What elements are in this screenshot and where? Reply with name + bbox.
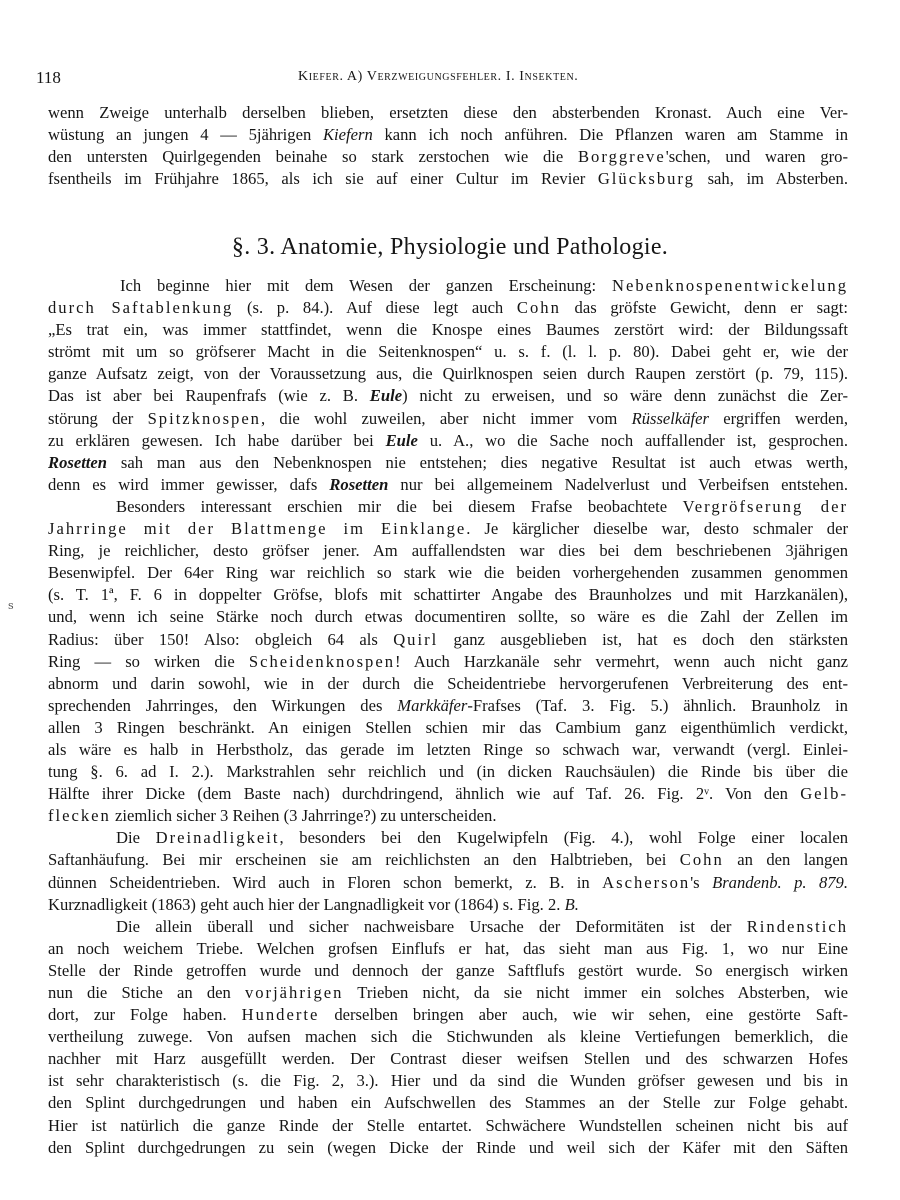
text-run: Besenwipfel. Der 64er Ring war reichlich so stark wie die beiden vorhergehenden zusammen genommen — [48, 563, 848, 583]
text-run: Die — [116, 828, 156, 848]
bold-italic-text: Rosetten — [329, 474, 389, 494]
text-run: an den langen — [723, 850, 848, 870]
spaced-text: Cohn — [679, 850, 724, 870]
text-run: Saftanhäufung. Bei mir erscheinen sie am reichlichsten an den Halbtrieben, bei — [48, 850, 680, 870]
text-run: . Je kärglicher dieselbe war, desto schmaler der — [466, 519, 848, 539]
italic-text: B. — [564, 894, 579, 914]
text-line — [48, 146, 848, 168]
text-line — [48, 673, 848, 695]
text-run: (s. p. 84.). Auf diese legt auch — [233, 298, 517, 318]
text-line — [48, 1070, 848, 1092]
running-head: Kiefer. A) Verzweigungsfehler. I. Insekten. — [298, 69, 579, 84]
text-line — [48, 1048, 848, 1070]
text-run: denn es wird immer gewisser, dafs — [48, 474, 330, 494]
margin-mark: s — [8, 599, 14, 612]
text-line — [48, 168, 848, 190]
spaced-text: Vergröfserung der — [682, 496, 848, 516]
text-run: das gröfste Gewicht, denn er sagt: — [560, 298, 848, 318]
text-run: als wäre es halb in Herbstholz, das gerade im letzten Ringe so schwach war, verwandt (vergl. Einlei- — [48, 739, 848, 759]
text-run: allen 3 Ringen beschränkt. An einigen Stellen schien mir das Cambium ganz eigenthümlich verdickt, — [48, 717, 848, 737]
text-line — [48, 430, 848, 452]
spaced-text: Dreinadligkeit — [155, 828, 280, 848]
text-run: strömt mit um so gröfserer Macht in die Seitenknospen“ u. s. f. (l. l. p. 80). Dabei geht er, wie der — [48, 342, 848, 362]
text-run: abnorm und darin sowohl, wie in der durch die Scheidentriebe hervorgerufenen Verbreiterung des ent- — [48, 673, 848, 693]
spaced-text: Scheidenknospen — [248, 651, 396, 671]
text-run: 's — [690, 872, 713, 892]
page-header — [36, 68, 848, 90]
text-run: 'schen, und waren gro- — [665, 147, 848, 167]
text-line — [48, 827, 848, 849]
text-run: ganz ausgeblieben ist, hat es doch den stärksten — [438, 629, 848, 649]
text-run: den Splint durchgedrungen zu sein (wegen Dicke der Rinde und weil sich der Käfer mit den Säften — [48, 1137, 848, 1157]
text-run: ziemlich sicher 3 Reihen (3 Jahrringe?) zu unterscheiden. — [110, 806, 497, 826]
section-heading: §. 3. Anatomie, Physiologie und Pathologie. — [231, 234, 669, 260]
italic-text: Markkäfer — [397, 695, 468, 715]
text-run: kann ich noch anführen. Die Pflanzen waren am Stamme in — [372, 125, 848, 145]
text-run: tung §. 6. ad I. 2.). Markstrahlen sehr reichlich und (in dicken Rauchsäulen) die Rinde bis über die — [48, 762, 848, 782]
text-run: Hälfte ihrer Dicke (dem Baste nach) durchdringend, ähnlich wie auf Taf. 26. Fig. 2ᵛ. Von den — [48, 784, 801, 804]
text-run: -Frafses (Taf. 3. Fig. 5.) ähnlich. Braunholz in — [467, 695, 848, 715]
text-run: wüstung an jungen 4 — 5jährigen — [48, 125, 323, 145]
bold-italic-text: Eule — [369, 386, 403, 406]
text-run: ergriffen werden, — [708, 408, 848, 428]
text-run: und, wenn ich seine Stärke noch durch etwas documentiren sollte, so wäre es die Zahl der Zellen im — [48, 607, 848, 627]
bold-italic-text: Rosetten — [48, 452, 108, 472]
text-line — [48, 1026, 848, 1048]
text-line — [48, 761, 848, 783]
text-line — [48, 717, 848, 739]
page-number: 118 — [36, 68, 61, 87]
text-line — [48, 452, 848, 474]
text-run: Radius: über 150! Also: obgleich 64 als — [48, 629, 394, 649]
spaced-text: vorjährigen — [244, 983, 344, 1002]
text-run: nun die Stiche an den — [48, 983, 245, 1002]
text-line — [48, 695, 848, 717]
text-run: ist sehr charakteristisch (s. die Fig. 2, 3.). Hier und da sind die Wunden gröfser gewesen und bis in — [48, 1071, 848, 1091]
text-line — [48, 1092, 848, 1114]
text-run: , besonders bei den Kugelwipfeln (Fig. 4.), wohl Folge einer localen — [279, 828, 848, 848]
text-run: Kurznadligkeit (1863) geht auch hier der Langnadligkeit vor (1864) s. Fig. 2. — [48, 894, 565, 914]
text-run: sah man aus den Nebenknospen nie entstehen; dies negative Resultat ist auch etwas werth, — [107, 452, 848, 472]
italic-text: Rüsselkäfer — [631, 408, 709, 428]
text-line — [48, 960, 848, 982]
text-run: zu erklären gewesen. Ich habe darüber bei — [48, 430, 386, 450]
text-run: Hier ist natürlich die ganze Rinde der Stelle entartet. Schwächere Wundstellen scheinen nicht bis auf — [48, 1115, 848, 1135]
text-run: dort, zur Folge haben. — [48, 1005, 242, 1025]
spaced-text: Glücksburg — [597, 169, 695, 189]
text-line — [48, 783, 848, 805]
text-line — [48, 872, 848, 894]
text-line — [48, 584, 848, 606]
text-run: Die allein überall und sicher nachweisbare Ursache der Deformitäten ist der — [116, 916, 747, 936]
spaced-text: Gelb- — [800, 784, 848, 804]
text-run: derselben bringen aber auch, wie wir sehen, eine gestörte Saft- — [319, 1005, 848, 1025]
text-line — [48, 363, 848, 385]
text-run: (s. T. 1ª, F. 6 in doppelter Gröfse, blofs mit schattirter Angabe des Braunholzes und mit Harzkanälen), — [48, 585, 848, 605]
spaced-text: Nebenknospenentwickelung — [611, 276, 848, 295]
spaced-text: Hunderte — [241, 1005, 320, 1025]
spaced-text: Rindenstich — [746, 916, 848, 936]
text-line — [48, 319, 848, 341]
text-run: den Splint durchgedrungen und haben ein Aufschwellen des Stammes an der Stelle zur Folge gehabt. — [48, 1093, 848, 1113]
text-line — [48, 496, 848, 518]
text-line — [48, 474, 848, 496]
text-line — [48, 1115, 848, 1137]
text-line — [48, 297, 848, 319]
text-run: Trieben nicht, da sie nicht immer ein solches Absterben, wie — [343, 983, 848, 1002]
text-line — [48, 385, 848, 407]
text-line — [48, 1137, 848, 1159]
text-line — [48, 341, 848, 363]
text-run: sah, im Absterben. — [694, 169, 848, 189]
text-run: Stelle der Rinde getroffen wurde und dennoch der ganze Saftflufs gestört wurde. So energisch wirken — [48, 960, 848, 980]
text-run: nachher mit Harz ausgefüllt werden. Der Contrast dieser weifsen Stellen und des schwarzen Hofes — [48, 1049, 848, 1069]
spaced-text: flecken — [48, 806, 111, 826]
italic-text: Brandenb. p. 879. — [712, 872, 848, 892]
text-line — [48, 629, 848, 651]
text-run: störung der — [48, 408, 148, 428]
text-run: Ich beginne hier mit dem Wesen der ganzen Erscheinung: — [120, 276, 612, 295]
text-line — [48, 739, 848, 761]
text-run: an noch weichem Triebe. Welchen grofsen Einflufs er hat, das sieht man aus Fig. 1, wo nur Eine — [48, 938, 848, 958]
text-line — [48, 1004, 848, 1026]
text-run: Das ist aber bei Raupenfrafs (wie z. B. — [48, 386, 370, 406]
text-line — [48, 849, 848, 871]
text-run: ganze Aufsatz zeigt, von der Voraussetzung aus, die Quirlknospen seien durch Raupen zerstört (p. 79, 115). — [48, 364, 848, 384]
text-run: Ring — so wirken die — [48, 651, 249, 671]
text-line — [48, 606, 848, 628]
text-line — [48, 540, 848, 562]
text-run: vertheilung zuwege. Von aufsen machen sich die Stichwunden als kleine Vertiefungen bemerklich, die — [48, 1027, 848, 1047]
text-run: , die wohl zuweilen, aber nicht immer vom — [260, 408, 632, 428]
text-run: fsentheils im Frühjahre 1865, als ich sie auf einer Cultur im Revier — [48, 169, 598, 189]
text-line — [48, 124, 848, 146]
spaced-text: Cohn — [516, 298, 561, 318]
text-run: wenn Zweige unterhalb derselben blieben, ersetzten diese den absterbenden Kronast. Auch eine Ver- — [48, 103, 848, 122]
bold-italic-text: Eule — [385, 430, 418, 450]
text-line — [48, 894, 848, 916]
text-line — [48, 805, 848, 827]
spaced-text: Spitzknospen — [147, 408, 261, 428]
text-run: den untersten Quirlgegenden beinahe so stark zerstochen wie die — [48, 147, 578, 167]
spaced-text: Quirl — [393, 629, 439, 649]
text-run: nur bei allgemeinem Nadelverlust und Verbeifsen entstehen. — [388, 474, 848, 494]
text-line — [48, 562, 848, 584]
body-text — [48, 275, 848, 1159]
text-run: dünnen Scheidentrieben. Wird auch in Floren schon bemerkt, z. B. in — [48, 872, 603, 892]
text-line — [48, 518, 848, 540]
spaced-text: Ascherson — [602, 872, 691, 892]
text-line — [48, 938, 848, 960]
text-run: ) nicht zu erweisen, und so wäre denn zunächst die Zer- — [402, 386, 848, 406]
text-run: ! Auch Harzkanäle sehr vermehrt, wenn auch nicht ganz — [395, 651, 848, 671]
text-line — [48, 651, 848, 673]
text-run: u. A., wo die Sache noch auffallender ist, gesprochen. — [417, 430, 848, 450]
text-run: Ring, je reichlicher, desto gröfser jener. Am auffallendsten war dies bei dem beschriebenen 3jährigen — [48, 541, 848, 561]
spaced-text: durch Saftablenkung — [48, 298, 234, 318]
spaced-text: Jahrringe mit der Blattmenge im Einklange — [48, 519, 467, 539]
text-run: „Es trat ein, was immer stattfindet, wenn die Knospe eines Baumes zerstört wird: der Bildungssaft — [48, 320, 848, 340]
text-line — [48, 916, 848, 938]
text-line — [48, 408, 848, 430]
top-paragraph — [48, 102, 848, 190]
text-run: Besonders interessant erschien mir die bei diesem Frafse beobachtete — [116, 496, 683, 516]
text-line — [48, 102, 848, 124]
text-run: sprechenden Jahrringes, den Wirkungen des — [48, 695, 398, 715]
italic-text: Kiefern — [322, 125, 373, 145]
text-line — [48, 275, 848, 297]
spaced-text: Borggreve — [577, 147, 666, 167]
text-line — [48, 982, 848, 1004]
